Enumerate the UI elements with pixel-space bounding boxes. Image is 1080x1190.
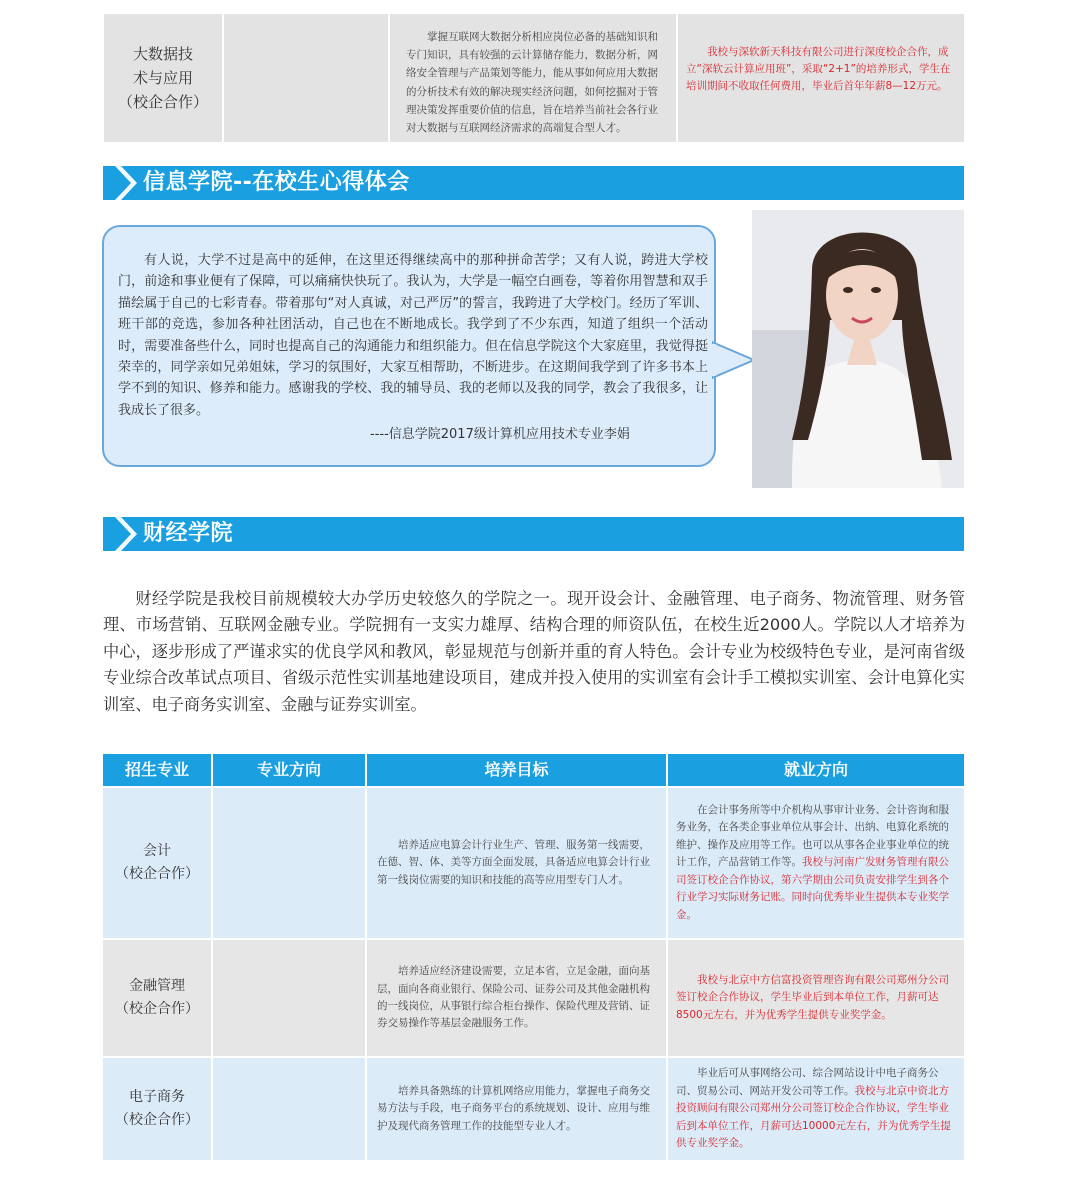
- testimonial-signature: ----信息学院2017级计算机应用技术专业李娟: [370, 427, 630, 442]
- job-highlight-text: 我校与北京中资北方投资顾问有限公司郑州分公司签订校企合作协议，学生毕业后到本单位工作，月薪可达10000元左右，并为优秀学生提供专业奖学金。: [676, 1084, 951, 1150]
- table-header-row: [103, 754, 964, 786]
- majors-table: [103, 754, 964, 1160]
- finance-college-intro: 财经学院是我校目前规模较大办学历史较悠久的学院之一。现开设会计、金融管理、电子商务、物流管理、财务管理、市场营销、互联网金融专业。学院拥有一支实力雄厚、结构合理的师资队伍，在校生近2000人。学院以人才培养为中心，逐步形成了严谨求实的优良学风和教风，彰显规范与创新并重的育人特色。会计专业为校级特色专业，是河南省级专业综合改革试点项目、省级示范性实训基地建设项目，建成并投入使用的实训室有会计手工模拟实训室、会计电算化实训室、电子商务实训室、金融与证券实训室。: [103, 589, 965, 714]
- job-highlight-text: 我校与河南广发财务管理有限公司签订校企合作协议，第六学期由公司负责安排学生到各个行业学习实际财务记账。同时向优秀毕业生提供本专业奖学金。: [676, 856, 949, 921]
- major-tag: （校企合作）: [115, 866, 199, 882]
- major-goal: 培养适应电算会计行业生产、管理、服务第一线需要，在德、智、体、美等方面全面发展，具备适应电算会计行业第一线岗位需要的知识和技能的高等应用型专门人才。: [377, 838, 650, 886]
- section-title: 财经学院: [143, 521, 234, 546]
- table-row: [103, 940, 964, 1056]
- major-name-line-2: 术与应用: [132, 69, 193, 87]
- major-goal-cell: 掌握互联网大数据分析相应岗位必备的基础知识和专门知识，具有较强的云计算储存能力，数据分析，网络安全管理与产品策划等能力，能从事如何应用大数据的分析技术有效的解决现实经济问题，如何挖掘对于管理决策发挥重要价值的信息，旨在培养当前社会各行业对大数据与互联网经济需求的高端复合型人才。: [388, 14, 676, 142]
- top-major-row: [104, 14, 964, 142]
- job-normal-text: 在会计事务所等中介机构从事审计业务、会计咨询和服务业务，在各类企事业单位从事会计、出纳、电算化系统的维护、操作及应用等工作。也可以从事各企业事业单位的统计工作，产品营销工作等。: [676, 804, 949, 869]
- major-goal-cell: [365, 788, 666, 938]
- chevron-right-icon: [103, 166, 147, 200]
- header-direction: 专业方向: [211, 754, 365, 786]
- major-goal-cell: [365, 940, 666, 1056]
- table-row: [103, 1058, 964, 1160]
- major-name-cell: [103, 1058, 211, 1160]
- major-goal: 培养适应经济建设需要，立足本省，立足金融，面向基层，面向各商业银行、保险公司、证券公司及其他金融机构的一线岗位，从事银行综合柜台操作、保险代理及营销、证券交易操作等基层金融服务工作。: [377, 965, 650, 1030]
- major-direction-cell: [211, 1058, 365, 1160]
- major-goal: 培养具备熟练的计算机网络应用能力，掌握电子商务交易方法与手段，电子商务平台的系统规划、设计、应用与维护及现代商务管理工作的技能型专业人才。: [377, 1084, 650, 1132]
- major-name-cell: [103, 788, 211, 938]
- major-tag: （校企合作）: [115, 1001, 199, 1017]
- major-job-cell: [666, 940, 964, 1056]
- major-job-cell: [666, 1058, 964, 1160]
- job-normal-text: 毕业后可从事网络公司、综合网站设计中电子商务公司、贸易公司、网站开发公司等工作。: [676, 1067, 939, 1097]
- major-name: 电子商务: [129, 1089, 185, 1105]
- section-title: 信息学院--在校生心得体会: [143, 170, 410, 195]
- student-photo: [752, 210, 964, 488]
- major-direction-cell: [211, 940, 365, 1056]
- major-tag: （校企合作）: [115, 1112, 199, 1128]
- header-goal: 培养目标: [365, 754, 666, 786]
- major-name: 金融管理: [129, 978, 185, 994]
- major-job-cell: 我校与深软新天科技有限公司进行深度校企合作，成立“深软云计算应用班”，采取“2+1”的培养形式，学生在培训期间不收取任何费用，毕业后首年年薪8—12万元。: [676, 14, 964, 142]
- chevron-right-icon: [103, 517, 147, 551]
- header-job: 就业方向: [666, 754, 964, 786]
- major-goal-cell: [365, 1058, 666, 1160]
- major-name-line-3: （校企合作）: [117, 93, 208, 111]
- section-banner-finance-college: [103, 517, 964, 551]
- bubble-tail: [712, 340, 756, 380]
- major-name-cell: [103, 940, 211, 1056]
- major-name-line-1: 大数据技: [132, 45, 193, 63]
- section-banner-info-college: [103, 166, 964, 200]
- major-name: 会计: [143, 843, 171, 859]
- major-job-cell: [666, 788, 964, 938]
- testimonial-text: 有人说，大学不过是高中的延伸，在这里还得继续高中的那种拼命苦学；又有人说，跨进大学校门，前途和事业便有了保障，可以痛痛快快玩了。我认为，大学是一幅空白画卷，等着你用智慧和双手描绘属于自己的七彩青春。带着那句“对人真诚，对己严厉”的誓言，我跨进了大学校门。经历了军训、班干部的竞选，参加各种社团活动，自己也在不断地成长。我学到了不少东西，知道了组织一个活动时，需要准备些什么，同时也提高自己的沟通能力和组织能力。但在信息学院这个大家庭里，我觉得挺荣幸的，同学亲如兄弟姐妹，学习的氛围好，大家互相帮助，不断进步。在这期间我学到了许多书本上学不到的知识、修养和能力。感谢我的学校、我的辅导员、我的老师以及我的同学，教会了我很多，让我成长了很多。: [118, 253, 708, 418]
- major-direction-cell: [222, 14, 388, 142]
- table-row: [103, 788, 964, 938]
- major-direction-cell: [211, 788, 365, 938]
- major-name-cell: [104, 14, 222, 142]
- job-highlight-text: 我校与北京中方信富投资管理咨询有限公司郑州分公司签订校企合作协议，学生毕业后到本单位工作，月薪可达8500元左右，并为优秀学生提供专业奖学金。: [676, 973, 949, 1021]
- header-major: 招生专业: [103, 754, 211, 786]
